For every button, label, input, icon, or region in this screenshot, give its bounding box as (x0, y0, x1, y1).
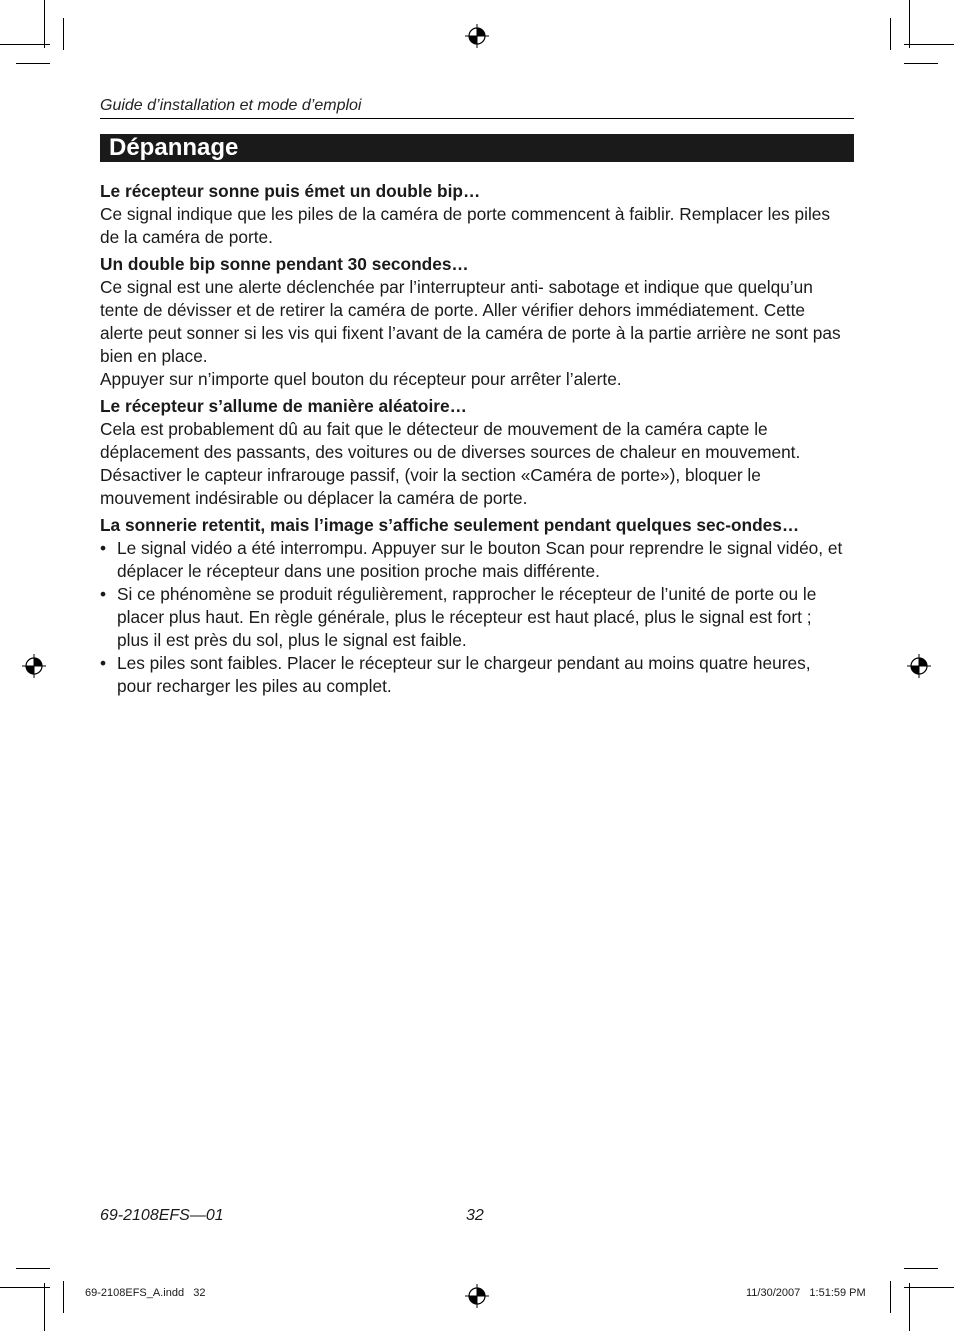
print-slug-file: 69-2108EFS_A.indd 32 (85, 1287, 206, 1299)
entry-answer: Ce signal est une alerte déclenchée par l’interrupteur anti- sabotage et indique que quelqu’un tente de dévisser et de retirer la caméra de porte. Aller vérifier dehors immédiatement. Cette alerte peut sonner si les vis qui fixent l’avant de la caméra de porte à la partie arrière ne sont pas bien en place. (100, 277, 841, 366)
list-item (100, 537, 846, 583)
entry-question: Le récepteur sonne puis émet un double bip… (100, 181, 481, 201)
running-header: Guide d’installation et mode d’emploi (100, 97, 362, 114)
troubleshooting-entry (100, 253, 846, 391)
list-item-text: Les piles sont faibles. Placer le récepteur sur le chargeur pendant au moins quatre heures, pour recharger les piles au complet. (117, 653, 811, 696)
registration-mark-icon (907, 654, 931, 678)
troubleshooting-entry (100, 395, 846, 510)
registration-mark-icon (465, 1284, 489, 1308)
entry-question: Un double bip sonne pendant 30 secondes… (100, 254, 469, 274)
section-title: Dépannage (109, 134, 239, 161)
registration-mark-icon (22, 654, 46, 678)
bullet-list (100, 537, 846, 698)
list-item (100, 652, 846, 698)
troubleshooting-entry (100, 514, 846, 698)
entry-answer: Cela est probablement dû au fait que le détecteur de mouvement de la caméra capte le déplacement des passants, des voitures ou de diverses sources de chaleur en mouvement. Désactiver le capteur infrarouge passif, (voir la section «Caméra de porte»), bloquer le mouvement indésirable ou déplacer la caméra de porte. (100, 419, 801, 508)
section-heading-bar (100, 134, 854, 162)
registration-mark-icon (465, 24, 489, 48)
bullet-icon: • (100, 653, 107, 673)
list-item-text: Le signal vidéo a été interrompu. Appuyer sur le bouton Scan pour reprendre le signal vidéo, et déplacer le récepteur dans une position proche mais différente. (117, 538, 843, 581)
bullet-icon: • (100, 584, 107, 604)
entry-answer: Ce signal indique que les piles de la caméra de porte commencent à faiblir. Remplacer les piles de la caméra de porte. (100, 204, 831, 247)
print-slug-timestamp: 11/30/2007 1:51:59 PM (746, 1287, 866, 1299)
list-item (100, 583, 846, 652)
entry-question: La sonnerie retentit, mais l’image s’affiche seulement pendant quelques sec-ondes… (100, 515, 800, 535)
troubleshooting-entry (100, 180, 846, 249)
document-number: 69-2108EFS—01 (100, 1207, 224, 1224)
entry-answer: Appuyer sur n’importe quel bouton du récepteur pour arrêter l’alerte. (100, 369, 622, 389)
header-rule (100, 118, 854, 119)
list-item-text: Si ce phénomène se produit régulièrement, rapprocher le récepteur de l’unité de porte ou le placer plus haut. En règle générale, plus le récepteur est haut placé, plus le signal est fort ; plus il est près du sol, plus le signal est faible. (117, 584, 817, 650)
page-number: 32 (466, 1207, 484, 1224)
troubleshooting-content (100, 180, 846, 702)
bullet-icon: • (100, 538, 107, 558)
entry-question: Le récepteur s’allume de manière aléatoire… (100, 396, 467, 416)
